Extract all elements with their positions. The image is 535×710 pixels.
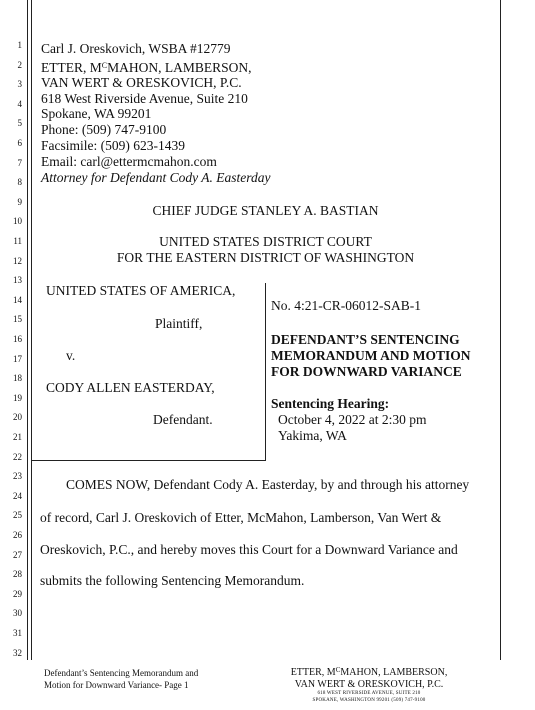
footer-firm-block [280, 667, 458, 704]
caption-divider [265, 283, 266, 461]
footer-firm-superscript: C [335, 666, 341, 674]
line-number: 19 [13, 392, 22, 403]
line-number: 2 [17, 59, 22, 70]
document-title-line-1: DEFENDANT’S SENTENCING [271, 332, 460, 347]
line-number: 1 [17, 40, 22, 50]
caption-plaintiff-role: Plaintiff, [155, 316, 203, 331]
margin-rule-right [500, 0, 501, 660]
firm-name-line-2: VAN WERT & ORESKOVICH, P.C. [41, 75, 242, 90]
footer-firm-address-2: SPOKANE, WASHINGTON 99201 (509) 747-9100 [312, 698, 426, 703]
line-number: 17 [13, 353, 22, 364]
caption-defendant-name: CODY ALLEN EASTERDAY, [46, 380, 215, 395]
attorney-for: Attorney for Defendant Cody A. Easterday [41, 170, 271, 185]
line-number: 31 [13, 628, 22, 638]
line-number: 12 [13, 255, 22, 266]
firm-address-1: 618 West Riverside Avenue, Suite 210 [41, 91, 248, 106]
body-line-4: submits the following Sentencing Memorandum. [40, 573, 305, 588]
court-name-line-2: FOR THE EASTERN DISTRICT OF WASHINGTON [116, 250, 415, 265]
court-name-line-1: UNITED STATES DISTRICT COURT [159, 234, 372, 249]
firm-fax: Facsimile: (509) 623-1439 [41, 138, 185, 153]
line-number: 15 [13, 314, 22, 325]
line-number: 29 [13, 588, 22, 599]
line-number: 14 [13, 294, 22, 305]
line-number: 30 [13, 608, 22, 619]
line-number: 24 [13, 490, 22, 501]
line-number: 25 [13, 510, 22, 521]
caption-versus: v. [66, 348, 76, 363]
hearing-date: October 4, 2022 at 2:30 pm [278, 412, 427, 427]
caption-bottom-rule [31, 460, 265, 461]
footer-firm-part-a: ETTER, M [290, 667, 336, 678]
line-number: 5 [17, 118, 22, 129]
line-number: 20 [13, 412, 22, 423]
line-number: 6 [17, 138, 22, 148]
footer-firm-line-1 [280, 667, 458, 679]
footer-left-line-2: Motion for Downward Variance- Page 1 [44, 680, 189, 690]
attorney-name: Carl J. Oreskovich, WSBA #12779 [41, 41, 231, 56]
caption-defendant-role: Defendant. [153, 412, 213, 427]
firm-email: Email: carl@ettermcmahon.com [41, 154, 217, 169]
line-number: 3 [17, 79, 22, 90]
footer-document-title [44, 667, 198, 691]
line-number: 7 [17, 157, 22, 168]
firm-name-superscript: C [101, 61, 108, 70]
document-title-line-2: MEMORANDUM AND MOTION [271, 348, 471, 363]
firm-address-2: Spokane, WA 99201 [41, 106, 152, 121]
judge-name: CHIEF JUDGE STANLEY A. BASTIAN [152, 203, 379, 218]
line-number: 9 [17, 196, 22, 207]
line-number: 28 [13, 569, 22, 580]
firm-name-part-b: MAHON, LAMBERSON, [107, 60, 252, 75]
caption-plaintiff-name: UNITED STATES OF AMERICA, [46, 283, 236, 298]
line-number: 23 [13, 471, 22, 482]
line-number: 18 [13, 373, 22, 384]
firm-name-part-a: ETTER, M [41, 60, 102, 75]
line-number: 22 [13, 451, 22, 462]
line-number: 27 [13, 549, 22, 560]
body-line-3: Oreskovich, P.C., and hereby moves this Court for a Downward Variance and [40, 542, 458, 557]
line-number: 21 [13, 432, 22, 442]
margin-rule-left-outer [27, 0, 28, 660]
footer-firm-part-b: MAHON, LAMBERSON, [340, 667, 448, 678]
footer-firm-address-1: 618 WEST RIVERSIDE AVENUE, SUITE 210 [317, 691, 421, 696]
document-title-line-3: FOR DOWNWARD VARIANCE [271, 364, 462, 379]
case-number: No. 4:21-CR-06012-SAB-1 [271, 298, 422, 313]
line-number: 4 [17, 98, 22, 109]
firm-phone: Phone: (509) 747-9100 [41, 122, 167, 137]
body-line-1: COMES NOW, Defendant Cody A. Easterday, by and through his attorney [66, 477, 470, 492]
footer-left-line-1: Defendant’s Sentencing Memorandum and [44, 668, 199, 678]
line-number: 13 [13, 275, 22, 286]
footer-firm-line-2: VAN WERT & ORESKOVICH, P.C. [294, 679, 444, 690]
line-number: 10 [13, 216, 22, 227]
line-number: 11 [13, 236, 22, 246]
margin-rule-left-inner [31, 0, 32, 660]
line-number: 26 [13, 530, 22, 540]
line-number: 8 [17, 177, 22, 188]
hearing-label: Sentencing Hearing: [271, 396, 390, 411]
hearing-place: Yakima, WA [278, 428, 347, 443]
line-number: 16 [13, 334, 22, 344]
line-number: 32 [13, 647, 22, 658]
body-line-2: of record, Carl J. Oreskovich of Etter, McMahon, Lamberson, Van Wert & [40, 510, 442, 525]
